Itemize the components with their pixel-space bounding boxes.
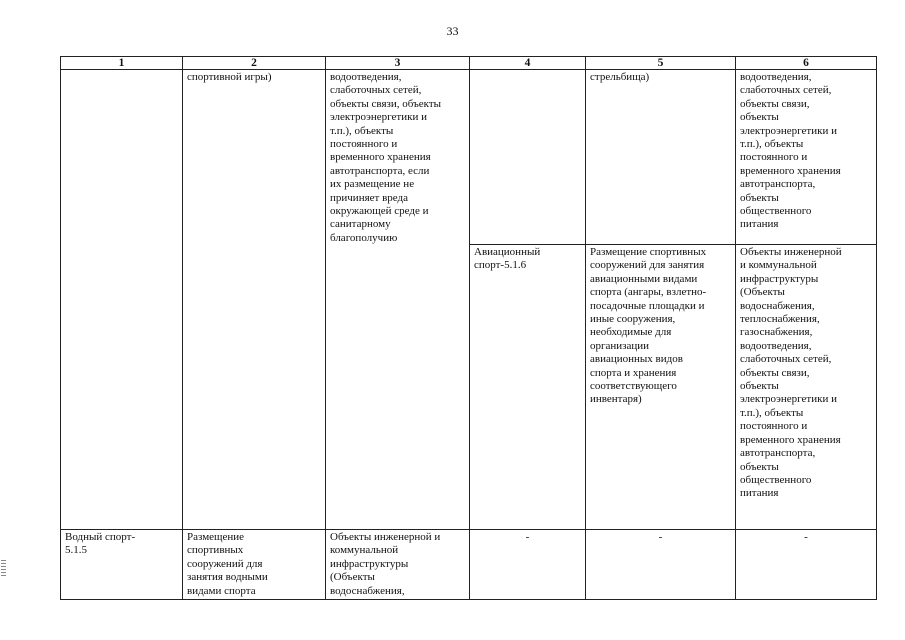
table-cell-use-type: Авиационный спорт-5.1.6	[470, 245, 586, 530]
header-row	[61, 57, 877, 70]
table-row	[61, 530, 877, 600]
table-cell-use-type: Водный спорт- 5.1.5	[61, 530, 183, 600]
column-header-4: 4	[470, 57, 586, 70]
table-cell-description: Размещение спортивных сооружений для занятия водными видами спорта	[183, 530, 326, 600]
table-cell-permitted-objects: водоотведения, слаботочных сетей, объекты связи, объекты электроэнергетики и т.п.), объекты постоянного и временного хранения автотранспорта, объекты общественного питания	[736, 70, 877, 245]
column-header-2: 2	[183, 57, 326, 70]
column-header-6: 6	[736, 57, 877, 70]
page-number: 33	[446, 24, 459, 38]
table-cell-empty	[61, 70, 183, 530]
table-cell-dash: -	[470, 530, 586, 600]
table-cell-permitted-objects: Объекты инженерной и коммунальной инфраструктуры (Объекты водоснабжения, теплоснабжения, газоснабжения, водоотведения, слаботочных сетей, объекты связи, объекты электроэнергетики и т.п.), объекты постоянного и временного хранения автотранспорта, объекты общественного питания	[736, 245, 877, 530]
table-cell-permitted-objects: водоотведения, слаботочных сетей, объекты связи, объекты электроэнергетики и т.п.), объекты постоянного и временного хранения автотранспорта, если их размещение не причиняет вреда окружающей среде и санитарному благополучию	[326, 70, 470, 530]
table-cell-dash: -	[736, 530, 877, 600]
table-cell-description: спортивной игры)	[183, 70, 326, 530]
column-header-3: 3	[326, 57, 470, 70]
column-header-5: 5	[586, 57, 736, 70]
land-use-table	[60, 56, 877, 600]
table-cell-description: стрельбища)	[586, 70, 736, 245]
table-cell-permitted-objects: Объекты инженерной и коммунальной инфраструктуры (Объекты водоснабжения,	[326, 530, 470, 600]
table-cell-empty	[470, 70, 586, 245]
scan-edge-mark	[1, 560, 6, 578]
table-cell-dash: -	[586, 530, 736, 600]
table-row	[61, 70, 877, 245]
table-cell-description: Размещение спортивных сооружений для занятия авиационными видами спорта (ангары, взлетно- посадочные площадки и иные сооружения, необходимые для организации авиационных видов спорта и хранения соответствующего инвентаря)	[586, 245, 736, 530]
column-header-1: 1	[61, 57, 183, 70]
